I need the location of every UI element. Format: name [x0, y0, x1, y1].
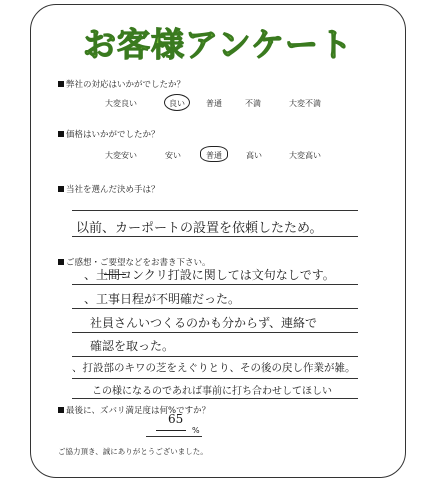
q1-selected-circle — [164, 94, 190, 111]
strike-mark — [156, 430, 186, 431]
question-5 — [58, 404, 210, 416]
q2-selected-circle — [200, 146, 228, 162]
q2-option[interactable]: 高い — [246, 151, 262, 160]
question-5-label: 最後に、ズバリ満足度は何%ですか？ — [66, 406, 211, 416]
q5-value: 65 — [168, 412, 184, 426]
q4-line-5: 、打設部のキワの芝をえぐりとり、その後の戻し作業が雑。 — [72, 362, 356, 374]
q1-option[interactable]: 大変不満 — [289, 99, 321, 108]
q4-line-3: 社員さんいつくるのかも分からず、連絡で — [90, 316, 318, 330]
q4-line-4: 確認を取った。 — [90, 339, 175, 353]
q3-answer: 以前、カーポートの設置を依頼したため。 — [76, 221, 323, 236]
q1-option[interactable]: 大変良い — [105, 99, 137, 108]
question-1-label: 弊社の対応はいかがでしたか？ — [66, 80, 186, 90]
bullet-square-icon — [58, 131, 64, 137]
q2-option[interactable]: 安い — [165, 151, 181, 160]
bullet-square-icon — [58, 81, 64, 87]
q1-option[interactable]: 不満 — [245, 99, 261, 108]
question-3-label: 当社を選んだ決め手は？ — [66, 185, 160, 195]
q1-option[interactable]: 普通 — [206, 99, 222, 108]
bullet-square-icon — [58, 259, 64, 265]
strike-mark — [104, 274, 126, 275]
bullet-square-icon — [58, 407, 64, 413]
q1-option[interactable]: 良い — [169, 99, 185, 108]
question-2 — [58, 128, 160, 140]
question-1 — [58, 78, 185, 90]
question-2-label: 価格はいかがでしたか？ — [66, 130, 160, 140]
q2-option[interactable]: 普通 — [206, 151, 222, 160]
question-3 — [58, 183, 160, 195]
q4-line-1: 、土間コンクリ打設に関しては文句なしです。 — [84, 268, 335, 282]
q2-option[interactable]: 大変高い — [289, 151, 321, 160]
question-4-label: ご感想・ご要望などをお書き下さい。 — [66, 258, 211, 268]
bullet-square-icon — [58, 186, 64, 192]
q2-option[interactable]: 大変安い — [105, 151, 137, 160]
q4-line-2: 、工事日程が不明確だった。 — [84, 292, 241, 306]
footer-thanks: ご協力頂き、誠にありがとうございました。 — [58, 447, 208, 456]
q5-unit: % — [192, 426, 200, 435]
survey-title: お客様アンケート — [82, 25, 354, 64]
q4-line-6: この様になるのであれば事前に打ち合わせしてほしい — [92, 386, 332, 397]
